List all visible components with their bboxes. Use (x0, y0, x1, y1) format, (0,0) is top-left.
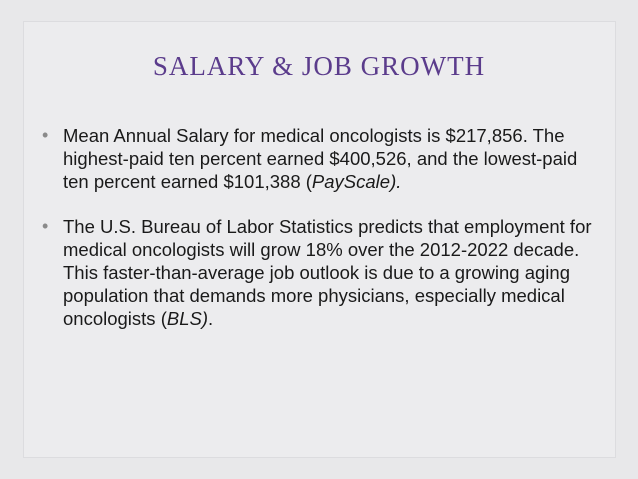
slide-title: SALARY & JOB GROWTH (152, 51, 486, 81)
bullet-job-growth-source: BLS) (166, 308, 208, 329)
bullet-marker: • (42, 216, 49, 236)
bullet-salary-source: PayScale). (311, 171, 402, 192)
bullet-job-growth-text: The U.S. Bureau of Labor Statistics predicts that employment for medical oncologists will grow 18% over the 2012-2022 decade. This faster-than-average job outlook is due to a growing aging population that demands more physicians, especially medical oncologists ( (63, 216, 592, 329)
bullet-job-growth (42, 215, 602, 330)
bullet-marker: • (42, 125, 49, 145)
bullet-list (42, 124, 602, 330)
bullet-salary (42, 124, 602, 193)
bullet-job-growth-tail: . (208, 308, 214, 329)
bullet-salary-text: Mean Annual Salary for medical oncologists is $217,856. The highest-paid ten percent earned $400,526, and the lowest-paid ten percent earned $101,388 ( (63, 125, 578, 192)
